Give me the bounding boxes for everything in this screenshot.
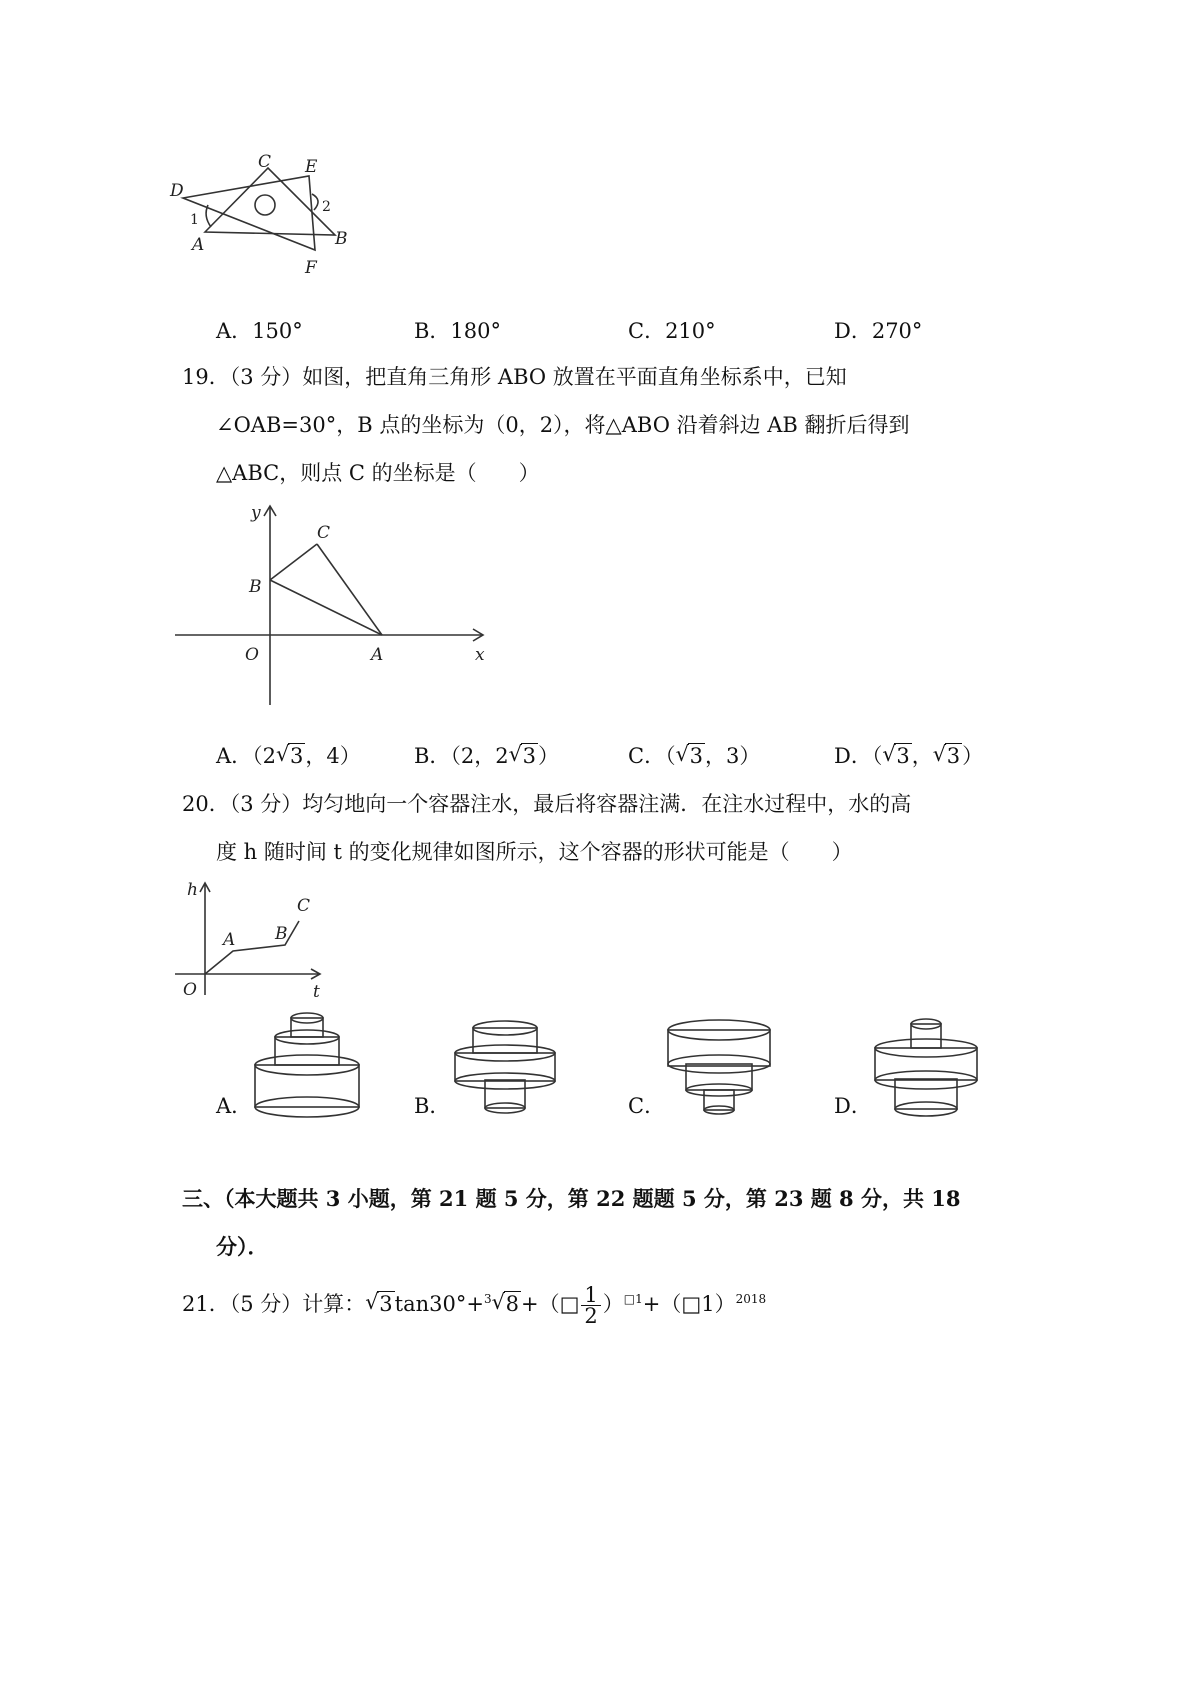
label-b: B — [249, 577, 262, 597]
triangle-abc — [205, 168, 335, 235]
q19-line2: ∠OAB=30°，B 点的坐标为（0，2），将△ABO 沿着斜边 AB 翻折后得到 — [216, 413, 910, 437]
segment-ca — [317, 544, 382, 635]
q19-line1: 19．（3 分）如图，把直角三角形 ABO 放置在平面直角坐标系中，已知 — [182, 365, 847, 389]
label-o: O — [183, 980, 197, 1000]
label-f: F — [305, 258, 317, 278]
label-1: 1 — [190, 212, 199, 228]
container-a[interactable] — [255, 1010, 370, 1122]
q20-line2: 度 h 随时间 t 的变化规律如图所示，这个容器的形状可能是（ ） — [216, 840, 853, 864]
q18-option-a[interactable]: A．150° — [216, 319, 303, 343]
container-d[interactable] — [875, 1014, 985, 1122]
label-c: C — [317, 523, 331, 543]
segment-bc — [270, 544, 317, 580]
section-3-heading-line2: 分）． — [216, 1234, 269, 1259]
label-2: 2 — [322, 199, 331, 215]
q18-figure — [170, 152, 375, 290]
q20-option-a[interactable]: A． — [216, 1094, 253, 1118]
label-h: h — [187, 880, 198, 900]
container-c[interactable] — [668, 1016, 778, 1121]
q20-option-c[interactable]: C． — [628, 1094, 666, 1118]
segment-ba — [270, 580, 382, 635]
q20-line1: 20．（3 分）均匀地向一个容器注水，最后将容器注满．在注水过程中，水的高 — [182, 792, 912, 816]
q19-option-d[interactable]: D．（√ 3，√ 3） — [834, 740, 983, 770]
label-a: A — [371, 645, 384, 665]
label-e: E — [305, 157, 318, 177]
q20-option-d[interactable]: D． — [834, 1094, 872, 1118]
label-o: O — [245, 645, 259, 665]
q18-option-c[interactable]: C．210° — [628, 319, 716, 343]
label-b: B — [275, 924, 288, 944]
q19-option-c[interactable]: C．（√ 3，3） — [628, 740, 760, 770]
q19-line3: △ABC，则点 C 的坐标是（ ） — [216, 461, 540, 485]
q18-option-d[interactable]: D．270° — [834, 319, 923, 343]
label-c: C — [258, 152, 272, 172]
center-circle — [255, 195, 275, 215]
q18-option-b[interactable]: B．180° — [414, 319, 502, 343]
label-a: A — [223, 930, 236, 950]
angle-2-arc — [312, 194, 318, 210]
label-c: C — [297, 896, 311, 916]
q21-line: 21．（5 分）计算：√ 3tan30°+$^3$√ 8+（□ $\frac{1}{2}$ ）$^{□1}$+（□1）$^{2018}$ — [182, 1282, 766, 1326]
q20-graph — [175, 875, 335, 1005]
section-3-heading-line1: 三、（本大题共 3 小题，第 21 题 5 分，第 22 题题 5 分，第 23 题 8 分，共 18 — [182, 1186, 961, 1211]
label-x: x — [475, 645, 485, 665]
q20-option-b[interactable]: B． — [414, 1094, 451, 1118]
label-t: t — [313, 982, 320, 1002]
q19-option-a[interactable]: A．（2√ 3，4） — [216, 740, 361, 770]
label-b: B — [335, 229, 348, 249]
label-y: y — [251, 503, 261, 523]
q19-coordinate-figure — [175, 500, 495, 710]
label-a: A — [192, 235, 205, 255]
label-d: D — [170, 181, 184, 201]
container-b[interactable] — [455, 1018, 565, 1120]
q19-option-b[interactable]: B．（2，2√ 3） — [414, 740, 559, 770]
